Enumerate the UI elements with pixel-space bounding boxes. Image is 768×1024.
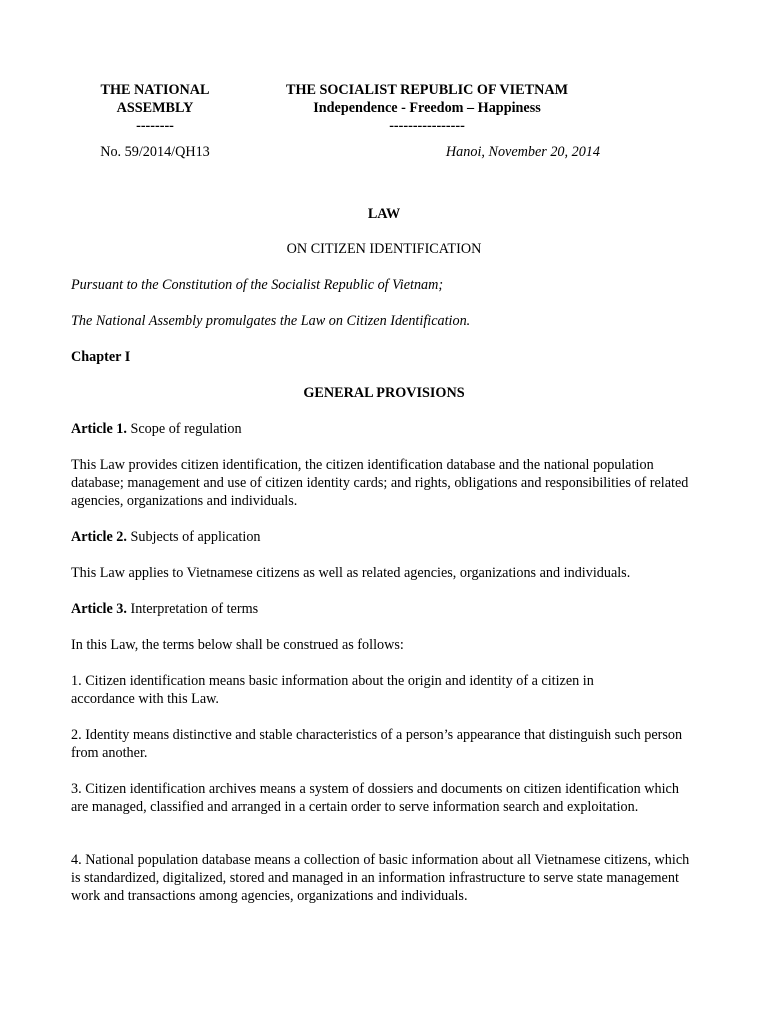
article-title: Subjects of application bbox=[126, 529, 261, 545]
term-4: 4. National population database means a collection of basic information about all Vietnamese citizens, which is standardized, digitalized, stored and managed in an information infrastructure to serve state management work and transactions among agencies, organizations and individuals. bbox=[71, 852, 690, 904]
term-1: 1. Citizen identification means basic information about the origin and identity of a citizen in accordance with this Law. bbox=[71, 673, 594, 707]
article-3-intro: In this Law, the terms below shall be construed as follows: bbox=[71, 637, 404, 653]
article-2-heading bbox=[71, 528, 701, 546]
article-label: Article 2. bbox=[71, 529, 127, 545]
article-title: Scope of regulation bbox=[126, 421, 242, 437]
document-number: No. 59/2014/QH13 bbox=[100, 144, 210, 160]
law-heading: LAW bbox=[367, 206, 401, 222]
article-label: Article 3. bbox=[71, 601, 127, 617]
national-title: THE SOCIALIST REPUBLIC OF VIETNAM bbox=[286, 82, 568, 98]
place-and-date: Hanoi, November 20, 2014 bbox=[445, 144, 600, 160]
article-label: Article 1. bbox=[71, 421, 127, 437]
term-2: 2. Identity means distinctive and stable characteristics of a person’s appearance that distinguish such person from another. bbox=[71, 727, 683, 761]
article-2-body: This Law applies to Vietnamese citizens as well as related agencies, organizations and individuals. bbox=[71, 565, 631, 581]
issuer-name-line1: THE NATIONAL bbox=[100, 82, 210, 98]
article-1-body: This Law provides citizen identification, the citizen identification database and the national population database; management and use of citizen identity cards; and rights, obligations and responsibilities of related agencies, organizations and individuals. bbox=[71, 457, 689, 509]
preamble-promulgation: The National Assembly promulgates the Law on Citizen Identification. bbox=[71, 313, 471, 329]
article-title: Interpretation of terms bbox=[126, 601, 259, 617]
article-1-heading bbox=[71, 420, 701, 438]
chapter-title: GENERAL PROVISIONS bbox=[303, 385, 465, 401]
chapter-label: Chapter I bbox=[71, 349, 131, 365]
issuer-name-line2: ASSEMBLY bbox=[116, 100, 194, 116]
national-motto: Independence - Freedom – Happiness bbox=[313, 100, 541, 116]
issuer-divider: -------- bbox=[136, 118, 174, 134]
law-title: ON CITIZEN IDENTIFICATION bbox=[286, 241, 482, 257]
national-divider: ---------------- bbox=[389, 118, 465, 134]
article-3-heading bbox=[71, 600, 701, 618]
term-3: 3. Citizen identification archives means a system of dossiers and documents on citizen identification which are managed, classified and arranged in a certain order to serve information search and exploitation. bbox=[71, 781, 679, 815]
preamble-constitution: Pursuant to the Constitution of the Socialist Republic of Vietnam; bbox=[71, 277, 444, 293]
